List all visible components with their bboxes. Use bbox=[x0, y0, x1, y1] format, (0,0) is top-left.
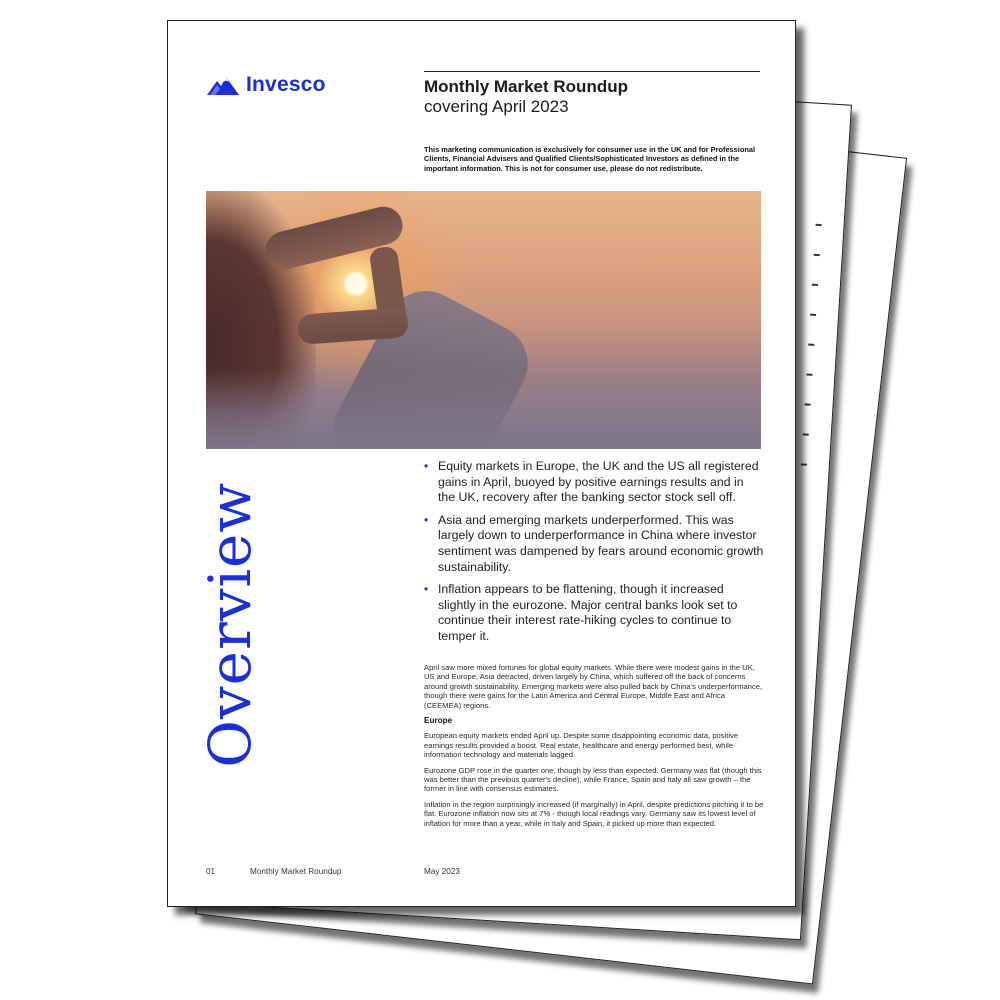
list-item: • Asia and emerging markets underperformed. This was largely down to underperformance in China where investor sentiment was dampened by fears around economic growth sustainability. bbox=[424, 513, 764, 575]
list-item: • Inflation appears to be flattening, though it increased slightly in the eurozone. Major central banks look set to continue their interest rate-hiking cycles to continue to temper it. bbox=[424, 582, 764, 644]
brand-name: Invesco bbox=[246, 73, 326, 96]
disclaimer: This marketing communication is exclusively for consumer use in the UK and for Professional Clients, Financial Advisers and Qualified Clients/Sophisticated Investors as defined in the important information. This is not for consumer use, please do not redistribute. bbox=[424, 145, 756, 173]
key-points-list bbox=[424, 459, 764, 652]
sunset-hands-photo bbox=[206, 191, 761, 449]
document-title: Monthly Market Roundup bbox=[424, 77, 628, 96]
footer-title: Monthly Market Roundup bbox=[250, 867, 342, 876]
list-item: • Equity markets in Europe, the UK and the US all registered gains in April, buoyed by positive earnings results and in the UK, recovery after the banking sector stock sell off. bbox=[424, 459, 764, 506]
europe-heading: Europe bbox=[424, 716, 453, 726]
brand-logo bbox=[206, 73, 326, 97]
title-rule bbox=[424, 71, 760, 72]
europe-paragraph-1: European equity markets ended April up. Despite some disappointing economic data, positive earnings results provided a boost. Real estate, healthcare and energy performed best, while information technology and materials lagged. bbox=[424, 731, 739, 760]
intro-paragraph: April saw more mixed fortunes for global equity markets. While there were modest gains in the UK, US and Europe, Asia detracted, driven largely by China, which suffered off the back of concerns around growth sustainability. Emerging markets were also pulled back by China's underperformance, though there were gains for the Latin America and Central Europe, Middle East and Africa (CEEMEA) regions. bbox=[424, 663, 763, 710]
page-edge-marks bbox=[799, 224, 829, 494]
footer-page-number: 01 bbox=[206, 867, 216, 876]
europe-paragraph-2: Eurozone GDP rose in the quarter one, though by less than expected. Germany was flat (though this was better than the previous quarter's decline), while France, Spain and Italy all saw growth – the former in line with consensus estimates. bbox=[424, 765, 762, 794]
front-page bbox=[167, 20, 796, 907]
footer-date: May 2023 bbox=[424, 867, 460, 876]
document-subtitle: covering April 2023 bbox=[424, 97, 569, 116]
body-text bbox=[424, 663, 764, 834]
section-heading-vertical: Overview bbox=[196, 482, 264, 768]
europe-paragraph-3: Inflation in the region surprisingly increased (if marginally) in April, despite predictions pitching it to be flat. Eurozone inflation now sits at 7% - though local readings vary. Germany saw its lowest level of inflation for more than a year, while in Italy and Spain, it picked up more than expected. bbox=[424, 799, 764, 828]
mountain-logo-icon bbox=[206, 74, 240, 96]
